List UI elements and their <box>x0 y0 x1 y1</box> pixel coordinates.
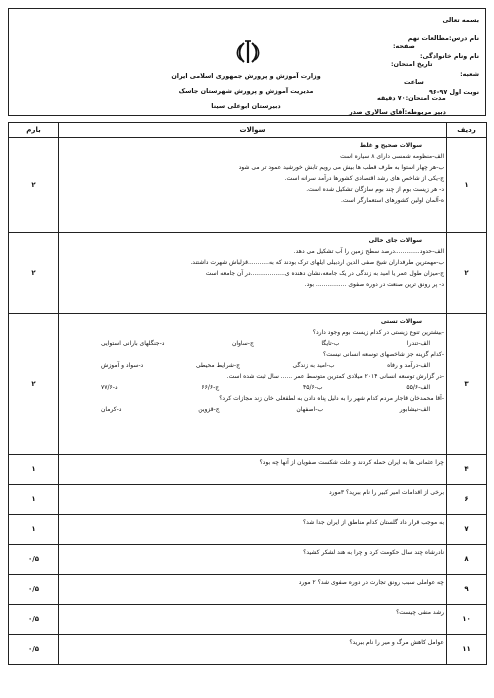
exam-turn: نوبت اول ۹۷-۹۶ <box>428 88 479 96</box>
question-text: چه عواملی سبب رونق تجارت در دوره صفوی شد؟ ۲ مورد <box>298 579 444 586</box>
col-header-questions: سوالات <box>59 123 447 138</box>
question-text: نادرشاه چند سال حکومت کرد و چرا به هند لشکر کشید؟ <box>303 549 444 556</box>
question-section-title: سوالات صحیح و غلط <box>359 142 422 149</box>
answer-option: ج-ساوان <box>231 340 254 347</box>
question-text: ج-میزان طول عمر یا امید به زندگی در یک جامعه،نشان دهنده ی..................در آن جامعه است <box>205 270 444 277</box>
row-number: ۷ <box>447 515 487 545</box>
table-row <box>9 575 487 605</box>
question-text: د- هر زیست بوم از چند بوم سازگان تشکیل شده است. <box>306 186 444 193</box>
question-cell <box>59 138 447 233</box>
exam-time-label: ساعت <box>404 78 424 86</box>
row-score: ۱ <box>9 485 59 515</box>
row-number: ۸ <box>447 545 487 575</box>
answer-option: د-جنگلهای بارانی استوایی <box>101 340 165 347</box>
question-cell <box>59 455 447 485</box>
question-cell <box>59 575 447 605</box>
answer-option: ج-۶۶/۶ <box>201 384 220 391</box>
answer-option: د-۷۷/۶ <box>101 384 118 391</box>
table-row <box>9 314 487 455</box>
row-score: ۲ <box>9 314 59 455</box>
table-row <box>9 635 487 665</box>
answer-options <box>61 360 444 371</box>
row-score: ۰/۵ <box>9 635 59 665</box>
row-number: ۱ <box>447 138 487 233</box>
row-number: ۴ <box>447 455 487 485</box>
question-section-title: سوالات جای خالی <box>368 237 422 244</box>
row-number: ۶ <box>447 485 487 515</box>
answer-option: الف-تندرا <box>406 340 430 347</box>
answer-option: الف-درآمد و رفاه <box>387 362 430 369</box>
answer-option: ب-اصفهان <box>296 406 324 413</box>
question-text: عوامل کاهش مرگ و میر را نام ببرید؟ <box>349 639 444 646</box>
ministry-name: وزارت آموزش و پرورش جمهوری اسلامی ایران <box>171 72 321 80</box>
table-row <box>9 233 487 314</box>
answer-option: ب-امید به زندگی <box>292 362 335 369</box>
question-text: -آقا محمدخان قاجار مردم کدام شهر را به دلیل پناه دادن به لطفعلی خان زند مجازات کرد؟ <box>219 395 444 402</box>
answer-option: الف-نیشابور <box>399 406 430 413</box>
col-header-row: ردیف <box>447 123 487 138</box>
answer-options <box>61 338 444 349</box>
row-score: ۲ <box>9 138 59 233</box>
row-number: ۹ <box>447 575 487 605</box>
row-score: ۱ <box>9 515 59 545</box>
answer-option: د-کرمان <box>101 406 122 413</box>
question-cell <box>59 515 447 545</box>
question-cell <box>59 314 447 455</box>
question-text: چرا عثمانی ها به ایران حمله کردند و علت شکست صفویان از آنها چه بود؟ <box>259 459 444 466</box>
question-cell <box>59 635 447 665</box>
col-header-score: بارم <box>9 123 59 138</box>
question-text: -در گزارش توسعه انسانی ۲۰۱۴ میلادی کمترین متوسط عمر ...... سال ثبت شده است. <box>226 373 444 380</box>
exam-page <box>8 8 486 690</box>
question-text: ج-یکی از شاخص های رشد اقتصادی کشورها درآمد سرانه است. <box>284 175 444 182</box>
answer-options <box>61 404 444 415</box>
question-cell <box>59 545 447 575</box>
question-text: الف-منظومه شمسی دارای ۸ سیاره است <box>340 153 444 160</box>
question-cell <box>59 485 447 515</box>
table-row <box>9 605 487 635</box>
school-name: دبیرستان ابوعلی سینا <box>211 102 281 110</box>
row-score: ۲ <box>9 233 59 314</box>
row-number: ۱۰ <box>447 605 487 635</box>
answer-option: ب-تایگا <box>321 340 340 347</box>
exam-date-label: تاریخ امتحان: <box>391 60 433 68</box>
table-row <box>9 515 487 545</box>
answer-option: ب-۴۵/۶ <box>303 384 323 391</box>
bismillah: بسمه تعالی <box>442 16 479 24</box>
question-text: -کدام گزینه جز شاخصهای توسعه انسانی نیست؟ <box>323 351 444 358</box>
row-score: ۱ <box>9 455 59 485</box>
row-number: ۲ <box>447 233 487 314</box>
exam-duration: مدت امتحان:۷۰ دقیقه <box>377 94 446 102</box>
answer-option: د-سواد و آموزش <box>101 362 144 369</box>
class-label: شعبه: <box>460 70 479 78</box>
education-office: مدیریت آموزش و پرورش شهرستان جاسک <box>178 87 314 95</box>
question-text: الف-حدود.............درصد سطح زمین را آب تشکیل می دهد. <box>293 248 444 255</box>
question-text: د- پر رونق ترین صنعت در دوره صفوی ................ بود. <box>304 281 444 288</box>
question-cell <box>59 605 447 635</box>
questions-table <box>8 122 487 665</box>
course-name: نام درس:مطالعات نهم <box>407 34 479 42</box>
question-text: -بیشترین تنوع زیستی در کدام زیست بوم وجود دارد؟ <box>312 329 444 336</box>
question-section-title: سوالات تستی <box>380 318 422 325</box>
question-text: به موجب قرار داد گلستان کدام مناطق از ایران جدا شد؟ <box>302 519 444 526</box>
question-text: برخی از اقدامات امیر کبیر را نام ببرید؟ ۳مورد <box>328 489 444 496</box>
student-name-label: نام ونام خانوادگی: <box>419 52 479 60</box>
teacher-name: دبیر مربوطه:آقای سالاری صدر <box>349 108 446 116</box>
question-text: ه-آلمان اولین کشورهای استعمارگر است. <box>340 197 444 204</box>
page-label: صفحه: <box>393 42 415 50</box>
answer-options <box>61 382 444 393</box>
row-number: ۱۱ <box>447 635 487 665</box>
exam-header <box>8 8 486 116</box>
question-text: ب-مهمترین طرفداران شیخ صفی الدین اردبیلی ایلهای ترک بودند که به...........قزلباش شهرت داشتند. <box>190 259 444 266</box>
answer-option: الف-۵۵/۶ <box>406 384 430 391</box>
row-score: ۰/۵ <box>9 575 59 605</box>
row-score: ۰/۵ <box>9 605 59 635</box>
table-header-row <box>9 123 487 138</box>
table-row <box>9 138 487 233</box>
row-score: ۰/۵ <box>9 545 59 575</box>
question-cell <box>59 233 447 314</box>
question-text: ب-هر چهار استوا به طرف قطب ها بیش می رویم تابش خورشید عمود تر می شود <box>238 164 444 171</box>
question-text: رشد منفی چیست؟ <box>396 609 444 616</box>
iran-emblem-icon <box>235 39 261 65</box>
table-row <box>9 485 487 515</box>
answer-option: ج-شرایط محیطی <box>195 362 240 369</box>
table-row <box>9 455 487 485</box>
table-row <box>9 545 487 575</box>
answer-option: ج-قزوین <box>198 406 220 413</box>
row-number: ۳ <box>447 314 487 455</box>
